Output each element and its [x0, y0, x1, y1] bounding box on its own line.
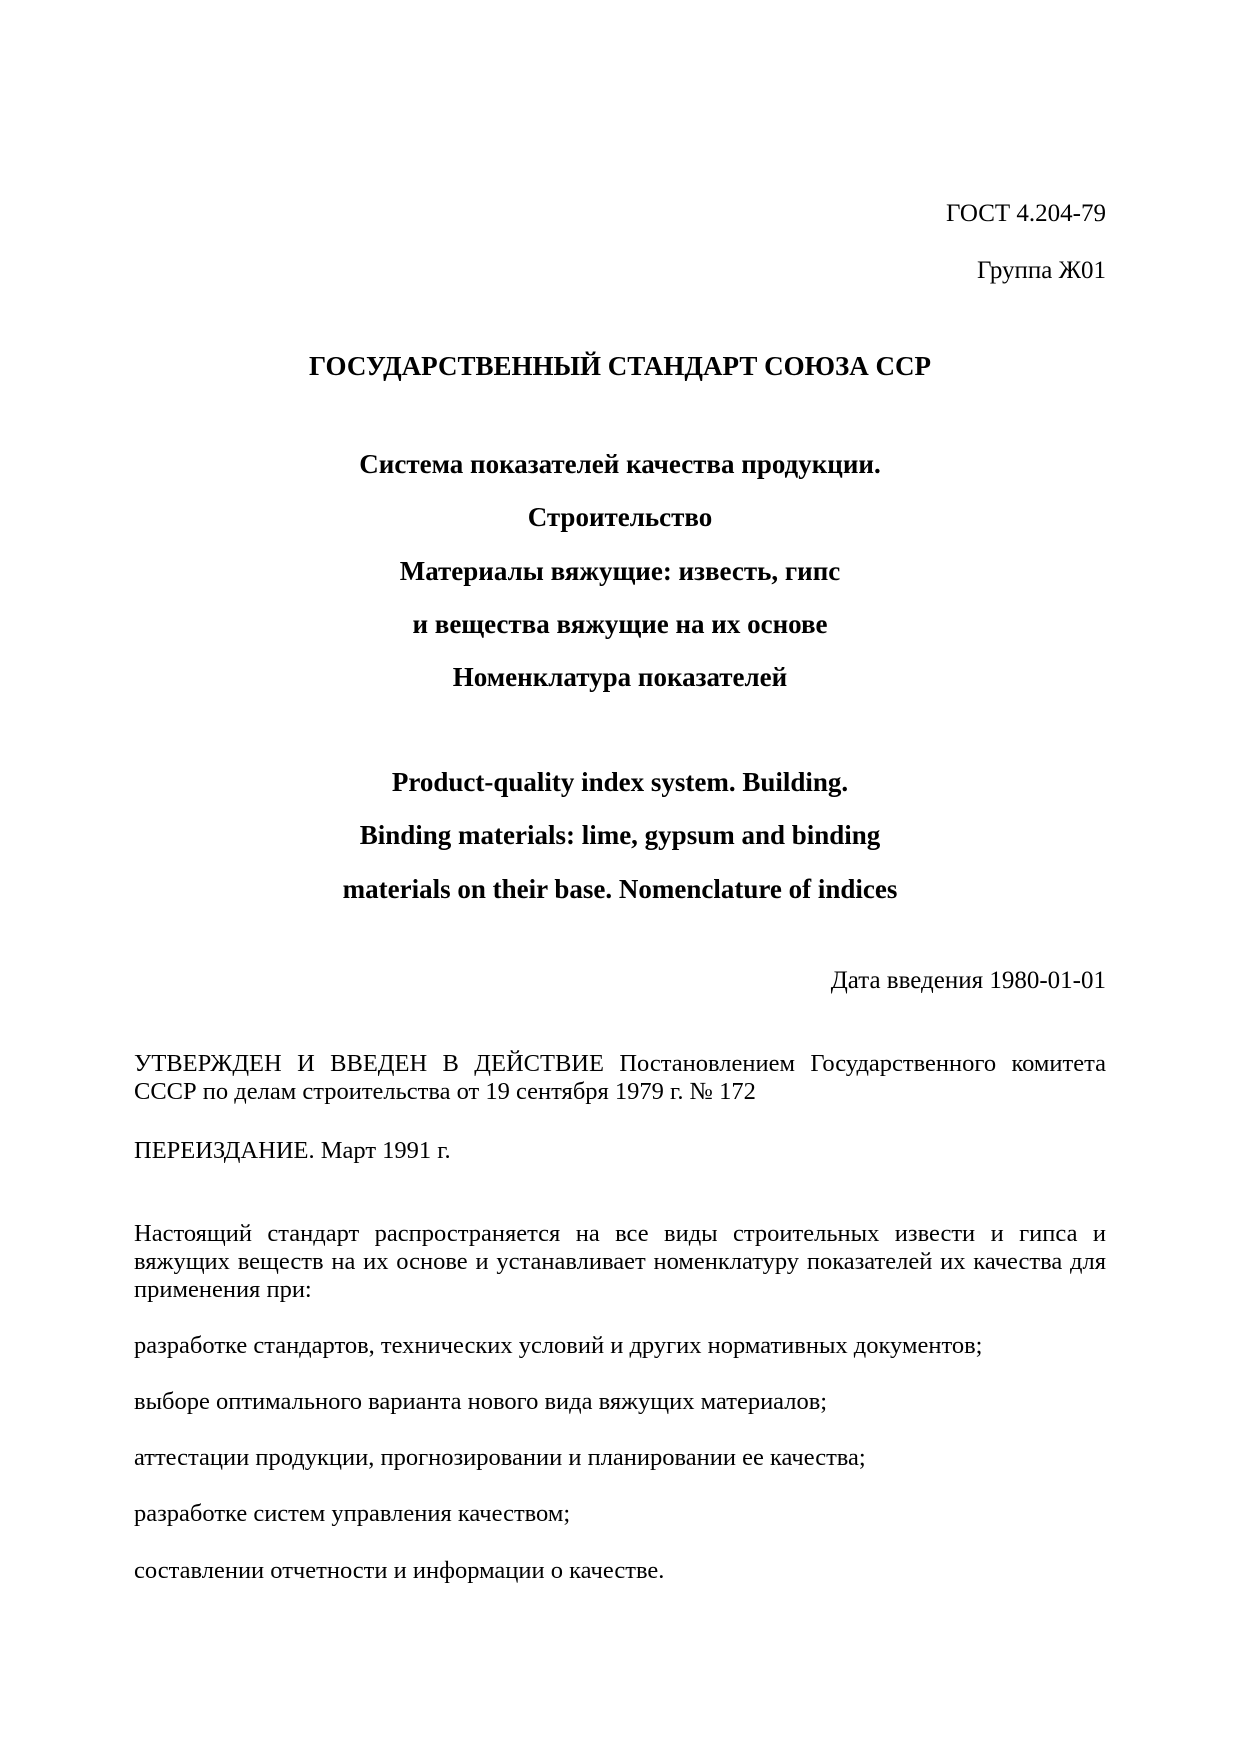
- title-ru-line: Строительство: [527, 502, 713, 532]
- list-item: разработке стандартов, технических условий и других нормативных документов;: [134, 1332, 983, 1359]
- title-ru-line: Система показателей качества продукции.: [359, 449, 881, 479]
- title-ru-line: и вещества вяжущие на их основе: [412, 609, 828, 639]
- reissue-note: ПЕРЕИЗДАНИЕ. Март 1991 г.: [134, 1137, 451, 1164]
- standard-code: ГОСТ 4.204-79: [946, 200, 1106, 227]
- title-en-line: materials on their base. Nomenclature of indices: [342, 874, 898, 904]
- standard-heading: ГОСУДАРСТВЕННЫЙ СТАНДАРТ СОЮЗА ССР: [309, 351, 931, 381]
- scope-paragraph: Настоящий стандарт распространяется на все виды строительных извести и гипса и вяжущих веществ на их основе и устанавливает номенклатуру показателей их качества для применения при:: [134, 1220, 1106, 1303]
- title-en-line: Product-quality index system. Building.: [391, 767, 849, 797]
- title-en-line: Binding materials: lime, gypsum and binding: [359, 820, 881, 850]
- list-item: аттестации продукции, прогнозировании и планировании ее качества;: [134, 1444, 866, 1471]
- title-ru-line: Материалы вяжущие: известь, гипс: [399, 556, 841, 586]
- list-item: составлении отчетности и информации о качестве.: [134, 1557, 665, 1584]
- list-item: разработке систем управления качеством;: [134, 1500, 571, 1527]
- approval-paragraph: УТВЕРЖДЕН И ВВЕДЕН В ДЕЙСТВИЕ Постановлением Государственного комитета СССР по делам строительства от 19 сентября 1979 г. № 172: [134, 1050, 1106, 1105]
- standard-group: Группа Ж01: [976, 257, 1106, 284]
- introduction-date: Дата введения 1980-01-01: [830, 967, 1106, 994]
- title-ru-line: Номенклатура показателей: [452, 662, 788, 692]
- list-item: выборе оптимального варианта нового вида вяжущих материалов;: [134, 1388, 828, 1415]
